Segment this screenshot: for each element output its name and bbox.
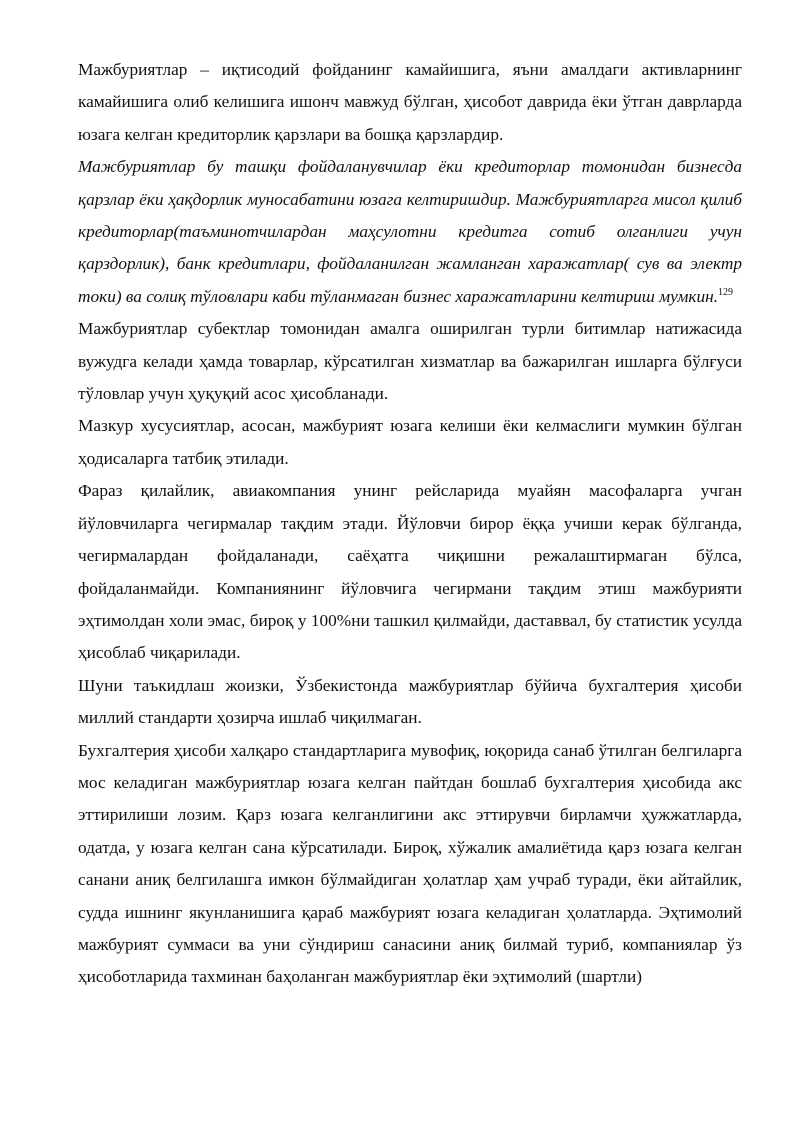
- paragraph-uzbekistan-standard: Шуни таъкидлаш жоизки, Ўзбекистонда мажбуриятлар бўйича бухгалтерия ҳисоби миллий стандарти ҳозирча ишлаб чиқилмаган.: [78, 675, 742, 728]
- paragraph-liabilities-arise: Мажбуриятлар субектлар томонидан амалга оширилган турли битимлар натижасида вужудга келади ҳамда товарлар, кўрсатилган хизматлар ва бажарилган ишларга бўлғуси тўловлар учун ҳуқуқий асос ҳисобланади.: [78, 319, 742, 404]
- paragraph-ifrs-accounting: Бухгалтерия ҳисоби халқаро стандартларига мувофиқ, юқорида санаб ўтилган белгиларга мос келадиган мажбуриятлар юзага келган пайтдан бошлаб бухгалтерия ҳисобида акс эттирилиши лозим. Қарз юзага келганлигини акс эттирувчи бирламчи ҳужжатларда, одатда, у юзага келган сана кўрсатилади. Бироқ, хўжалик амалиётида қарз юзага келган санани аниқ белгилашга имкон бўлмайдиган ҳолатлар ҳам учраб туради, ёки айтайлик, судда ишнинг якунланишига қараб мажбурият юзага келадиган ҳолатларда. Эҳтимолий мажбурият суммаси ва уни сўндириш санасини аниқ билмай туриб, компаниялар ўз ҳисоботларида тахминан баҳоланган мажбуриятлар ёки эҳтимолий (шартли): [78, 740, 742, 987]
- paragraph-liabilities-definition: Мажбуриятлар – иқтисодий фойданинг камайишига, яъни амалдаги активларнинг камайишига олиб келишига ишонч мавжуд бўлган, ҳисобот даврида ёки ўтган даврларда юзага келган кредиторлик қарзлари ва бошқа қарзлардир.: [78, 60, 742, 144]
- quote-text: Мажбуриятлар бу ташқи фойдаланувчилар ёки кредиторлар томонидан бизнесда қарзлар ёки ҳақдорлик муносабатини юзага келтиришдир. Мажбуриятларга мисол қилиб кредиторлар(таъминотчилардан маҳсулотни кредитга сотиб олганлиги учун қарздорлик), банк кредитлари, фойдаланилган жамланган харажатлар( сув ва электр токи) ва солиқ тўловлари каби тўланмаган бизнес харажатларини келтириш мумкин.: [78, 157, 742, 306]
- paragraph-features-apply: Мазкур хусусиятлар, асосан, мажбурият юзага келиши ёки келмаслиги мумкин бўлган ҳодисаларга татбиқ этилади.: [78, 416, 742, 468]
- paragraph-liabilities-italic-quote: [78, 151, 742, 313]
- document-page: [78, 54, 742, 994]
- paragraph-airline-example: Фараз қилайлик, авиакомпания унинг рейсларида муайян масофаларга учган йўловчиларга чегирмалар тақдим этади. Йўловчи бирор ёққа учиши керак бўлганда, чегирмалардан фойдаланади, саёҳатга чиқишни режалаштирмаган бўлса, фойдаланмайди. Компаниянинг йўловчига чегирмани тақдим этиш мажбурияти эҳтимолдан холи эмас, бироқ у 100%ни ташкил қилмайди, даставвал, бу статистик усулда ҳисоблаб чиқарилади.: [78, 481, 742, 663]
- footnote-marker: 129: [718, 287, 734, 299]
